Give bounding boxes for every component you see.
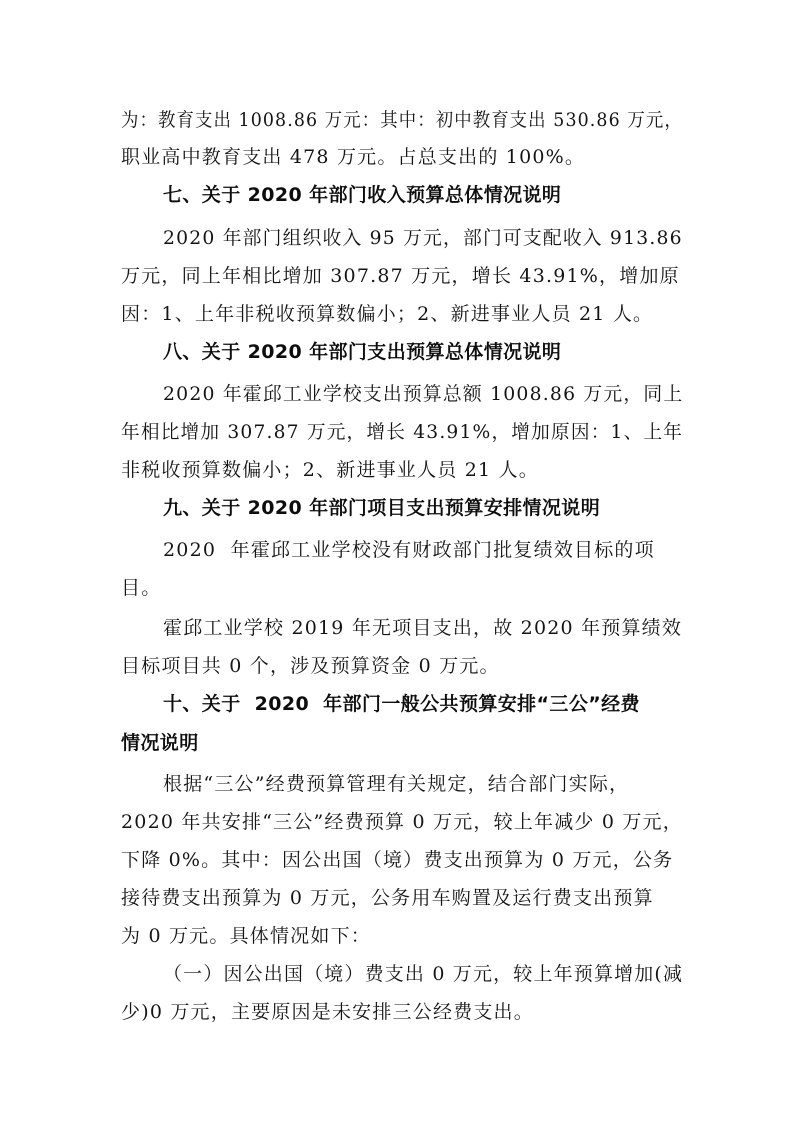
text-line: 2020 年共安排“三公”经费预算 0 万元，较上年减少 0 万元， xyxy=(121,811,683,833)
text-line: 2020 年霍邱工业学校支出预算总额 1008.86 万元，同上 xyxy=(163,383,684,405)
text-line: 接待费支出预算为 0 万元，公务用车购置及运行费支出预算 xyxy=(121,887,654,909)
text-line: 年相比增加 307.87 万元，增长 43.91%，增加原因：1、上年 xyxy=(121,421,684,443)
section-heading-8: 八、关于 2020 年部门支出预算总体情况说明 xyxy=(163,341,562,363)
section-heading-10-cont: 情况说明 xyxy=(121,732,199,754)
text-line: 为：教育支出 1008.86 万元：其中：初中教育支出 530.86 万元， xyxy=(121,109,683,131)
text-line: 2020 年部门组织收入 95 万元，部门可支配收入 913.86 xyxy=(163,227,683,249)
text-line: 目标项目共 0 个，涉及预算资金 0 万元。 xyxy=(121,655,500,677)
text-line: 下降 0%。其中：因公出国（境）费支出预算为 0 万元，公务 xyxy=(121,849,674,871)
text-line: 万元，同上年相比增加 307.87 万元，增长 43.91%，增加原 xyxy=(121,265,680,287)
text-line: 目。 xyxy=(121,577,162,599)
text-line: 霍邱工业学校 2019 年无项目支出，故 2020 年预算绩效 xyxy=(163,617,683,639)
text-line: 根据“三公”经费预算管理有关规定，结合部门实际， xyxy=(163,773,630,795)
text-line: 非税收预算数偏小；2、新进事业人员 21 人。 xyxy=(121,459,539,481)
text-line: 因：1、上年非税收预算数偏小；2、新进事业人员 21 人。 xyxy=(121,303,654,325)
section-heading-10: 十、关于 2020 年部门一般公共预算安排“三公”经费 xyxy=(163,693,640,715)
text-line: （一）因公出国（境）费支出 0 万元，较上年预算增加(减 xyxy=(163,963,684,985)
text-line: 职业高中教育支出 478 万元。占总支出的 100%。 xyxy=(121,146,586,168)
section-heading-9: 九、关于 2020 年部门项目支出预算安排情况说明 xyxy=(163,497,601,519)
section-heading-7: 七、关于 2020 年部门收入预算总体情况说明 xyxy=(163,184,562,206)
text-line: 为 0 万元。具体情况如下： xyxy=(121,925,371,947)
text-line: 2020 年霍邱工业学校没有财政部门批复绩效目标的项 xyxy=(163,539,655,561)
text-line: 少)0 万元，主要原因是未安排三公经费支出。 xyxy=(121,1001,534,1023)
